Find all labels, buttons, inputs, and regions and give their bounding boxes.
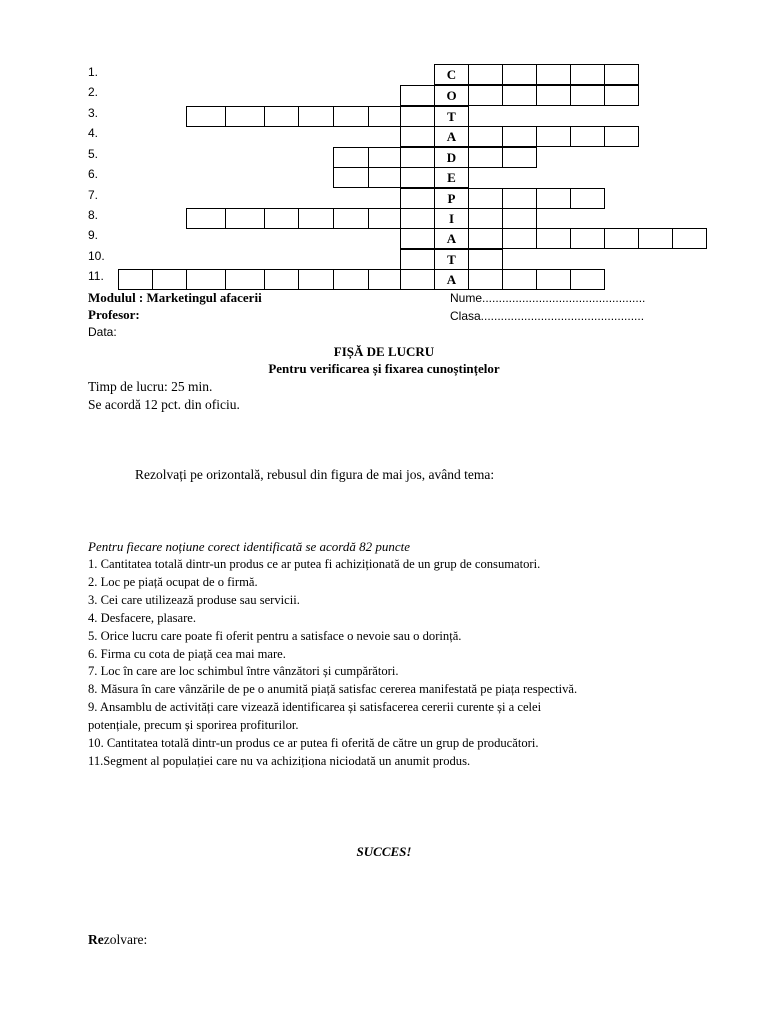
crossword-cell — [536, 126, 571, 147]
office-points: Se acordă 12 pct. din oficiu. — [88, 397, 240, 412]
crossword-cell — [468, 126, 503, 147]
crossword-cell — [536, 85, 571, 106]
crossword-cell — [368, 208, 401, 229]
row-number: 8. — [88, 208, 99, 222]
crossword-cell — [502, 64, 537, 85]
crossword-cell — [570, 269, 605, 290]
crossword-cell — [333, 208, 369, 229]
crossword-cell — [186, 269, 226, 290]
crossword-cell — [536, 228, 571, 249]
crossword-key-cell: T — [434, 249, 469, 270]
crossword-key-cell: A — [434, 228, 469, 249]
question-item: 5. Orice lucru care poate fi oferit pentru a satisface o nevoie sau o dorință. — [88, 629, 462, 643]
crossword-cell — [570, 85, 605, 106]
crossword-cell — [570, 188, 605, 209]
crossword-key-cell: P — [434, 188, 469, 209]
crossword-cell — [502, 85, 537, 106]
row-number: 2. — [88, 85, 99, 99]
answer-label-bold: Re — [88, 932, 104, 947]
question-item: 3. Cei care utilizează produse sau servicii. — [88, 593, 300, 607]
question-item: 10. Cantitatea totală dintr-un produs ce ar putea fi oferită de către un grup de producători. — [88, 736, 539, 750]
crossword-cell — [298, 269, 334, 290]
name-field: Nume................................................. — [450, 291, 646, 305]
crossword-cell — [186, 106, 226, 127]
crossword-cell — [536, 269, 571, 290]
crossword-cell — [225, 106, 265, 127]
crossword-cell — [400, 228, 435, 249]
crossword-cell — [468, 147, 503, 168]
crossword-cell — [298, 106, 334, 127]
question-item: 6. Firma cu cota de piață cea mai mare. — [88, 647, 286, 661]
crossword-cell — [186, 208, 226, 229]
crossword-cell — [400, 208, 435, 229]
crossword-cell — [264, 106, 299, 127]
crossword-cell — [400, 188, 435, 209]
crossword-cell — [502, 188, 537, 209]
crossword-cell — [502, 228, 537, 249]
teacher-label: Profesor: — [88, 307, 140, 322]
crossword-cell — [333, 269, 369, 290]
crossword-cell — [638, 228, 673, 249]
crossword-cell — [468, 64, 503, 85]
crossword-cell — [400, 249, 435, 270]
crossword-cell — [152, 269, 187, 290]
question-item: 4. Desfacere, plasare. — [88, 611, 197, 625]
question-item: 9. Ansamblu de activități care vizează identificarea și satisfacerea cererii curente și a celei — [88, 700, 542, 714]
crossword-cell — [368, 147, 401, 168]
crossword-key-cell: E — [434, 167, 469, 188]
crossword-cell — [468, 269, 503, 290]
question-item-continued: potențiale, precum și sporirea profiturilor. — [88, 718, 299, 732]
crossword-cell — [502, 147, 537, 168]
work-time: Timp de lucru: 25 min. — [88, 379, 213, 394]
crossword-cell — [570, 126, 605, 147]
crossword-key-cell: O — [434, 85, 469, 106]
crossword-cell — [604, 64, 639, 85]
row-number: 7. — [88, 188, 99, 202]
crossword-cell — [502, 269, 537, 290]
crossword-cell — [604, 85, 639, 106]
crossword-cell — [264, 269, 299, 290]
crossword-cell — [333, 147, 369, 168]
crossword-cell — [333, 106, 369, 127]
crossword-cell — [225, 208, 265, 229]
crossword-cell — [400, 147, 435, 168]
crossword-key-cell: A — [434, 126, 469, 147]
crossword-cell — [368, 269, 401, 290]
crossword-key-cell: T — [434, 106, 469, 127]
crossword-cell — [604, 228, 639, 249]
crossword-cell — [604, 126, 639, 147]
instruction-text: Rezolvați pe orizontală, rebusul din figura de mai jos, având tema: — [135, 467, 495, 482]
question-item: 11.Segment al populației care nu va achiziționa niciodată un anumit produs. — [88, 754, 471, 768]
crossword-cell — [368, 106, 401, 127]
crossword-cell — [400, 269, 435, 290]
crossword-cell — [536, 64, 571, 85]
worksheet-title: FIȘĂ DE LUCRU — [333, 344, 435, 359]
crossword-cell — [468, 188, 503, 209]
crossword-cell — [400, 126, 435, 147]
crossword-cell — [400, 85, 435, 106]
crossword-cell — [333, 167, 369, 188]
row-number: 3. — [88, 106, 99, 120]
crossword-cell — [672, 228, 707, 249]
crossword-cell — [400, 167, 435, 188]
crossword-cell — [225, 269, 265, 290]
crossword-cell — [298, 208, 334, 229]
row-number: 11. — [88, 269, 104, 283]
date-label: Data: — [88, 325, 117, 339]
row-number: 4. — [88, 126, 99, 140]
crossword-cell — [570, 228, 605, 249]
row-number: 1. — [88, 65, 99, 79]
crossword-cell — [468, 249, 503, 270]
crossword-cell — [118, 269, 153, 290]
row-number: 10. — [88, 249, 105, 263]
question-item: 8. Măsura în care vânzările de pe o anumită piață satisfac cererea manifestată pe piața respectivă. — [88, 682, 578, 696]
question-item: 7. Loc în care are loc schimbul între vânzători și cumpărători. — [88, 664, 399, 678]
crossword-cell — [502, 208, 537, 229]
crossword-key-cell: C — [434, 64, 469, 85]
crossword-cell — [502, 126, 537, 147]
crossword-cell — [536, 188, 571, 209]
crossword-key-cell: A — [434, 269, 469, 290]
crossword-cell — [400, 106, 435, 127]
question-item: 1. Cantitatea totală dintr-un produs ce ar putea fi achiziționată de un grup de consumatori. — [88, 557, 541, 571]
module-label: Modulul : Marketingul afacerii — [88, 290, 262, 305]
row-number: 9. — [88, 228, 99, 242]
question-item: 2. Loc pe piață ocupat de o firmă. — [88, 575, 258, 589]
class-field: Clasa................................................. — [450, 309, 645, 323]
answer-label — [88, 932, 147, 948]
crossword-cell — [468, 228, 503, 249]
closing-text: SUCCES! — [356, 844, 412, 859]
row-number: 6. — [88, 167, 99, 181]
crossword-cell — [264, 208, 299, 229]
crossword-key-cell: I — [434, 208, 469, 229]
worksheet-subtitle: Pentru verificarea și fixarea cunoștințelor — [268, 361, 500, 376]
scoring-note: Pentru fiecare noțiune corect identificată se acordă 82 puncte — [88, 539, 411, 554]
crossword-cell — [468, 208, 503, 229]
row-number: 5. — [88, 147, 99, 161]
crossword-cell — [570, 64, 605, 85]
answer-label-rest: zolvare: — [103, 932, 148, 947]
crossword-cell — [468, 85, 503, 106]
crossword-key-cell: D — [434, 147, 469, 168]
crossword-cell — [368, 167, 401, 188]
